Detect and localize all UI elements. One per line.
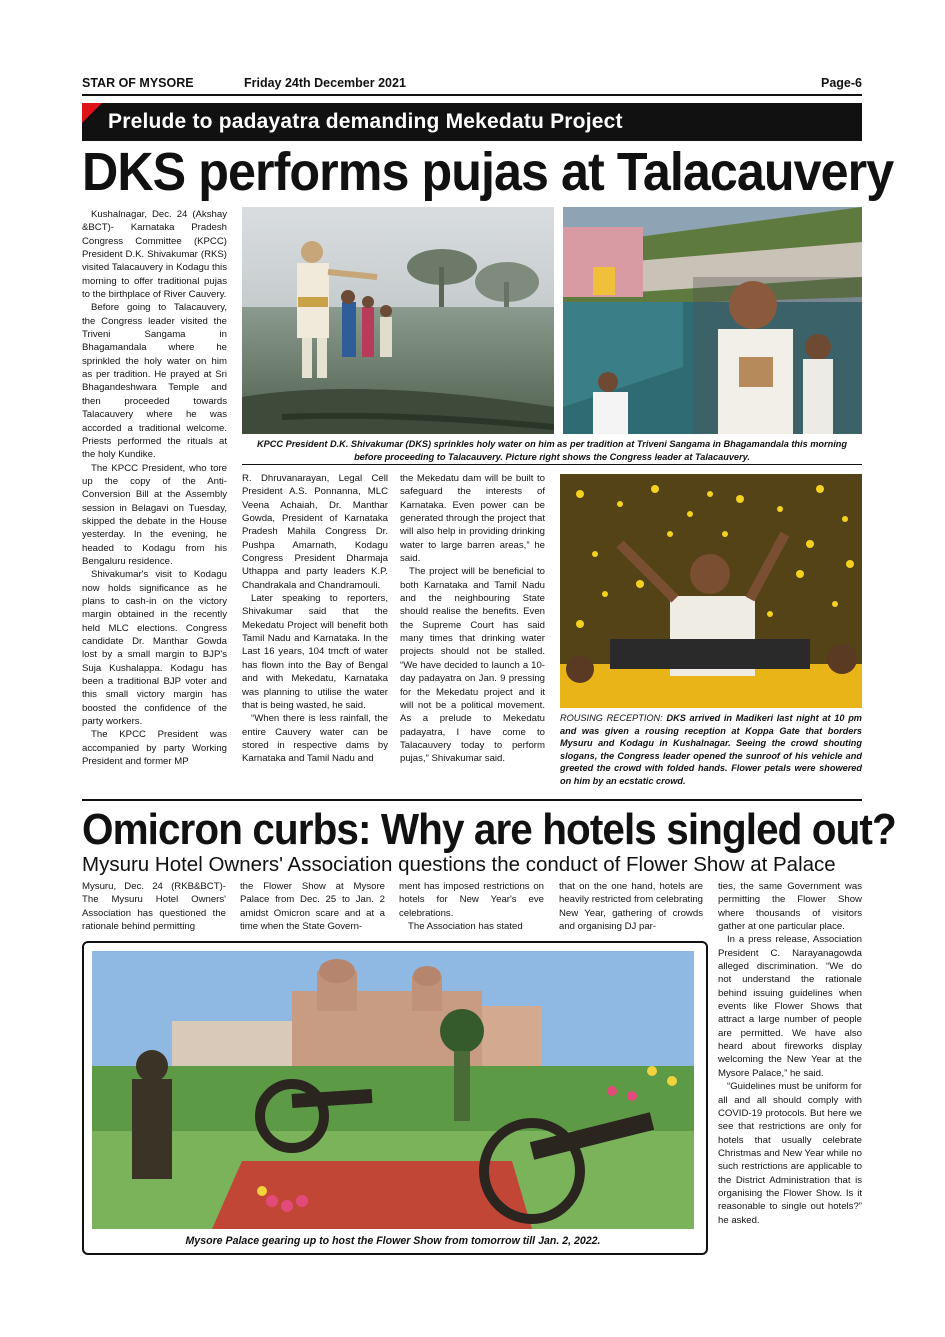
issue-date: Friday 24th December 2021: [244, 76, 406, 90]
story1-column-2: [242, 472, 388, 766]
story1-col1-para: Shivakumar's visit to Kodagu now holds significance as he plans to cash-in on the victory margin obtained in the recently held MLC elections. Congress candidate Dr. Manthar Gowda lost by a small margin to BJP's Suja Kushalappa. Kodagu has been a traditional BJP voter and this small victory margin has boosted the confidence of the party workers.: [82, 569, 227, 728]
photo-talacauvery-image: [563, 207, 862, 434]
red-corner-icon: [82, 103, 102, 123]
story1-column-3: [400, 472, 545, 766]
photo-mysore-palace: [92, 951, 694, 1229]
palace-photo-caption: Mysore Palace gearing up to host the Flower Show from tomorrow till Jan. 2, 2022.: [185, 1235, 601, 1247]
photo-mysore-palace-image: [92, 951, 694, 1229]
story2-col3-para: ment has imposed restrictions on hotels for New Year's eve celebrations.: [399, 881, 544, 919]
masthead: [82, 76, 862, 92]
caption-body: DKS arrived in Madikeri last night at 10 pm and was given a rousing reception at Koppa Gate that borders Mysuru and Kodagu in Kushalnagar. Seeing the crowd shouting slogans, the Congress leader opened the sunroof of his vehicle and greeted the crowd with folded hands. Flower petals were showered on him by an ecstatic crowd.: [560, 713, 862, 786]
photo-rousing-reception-image: [560, 474, 862, 708]
story2-col4-para: that on the one hand, hotels are heavily restricted from celebrating New Year, gathering of crowds and organising DJ par-: [559, 881, 703, 933]
photo-talacauvery: [563, 207, 862, 434]
story2-headline: Omicron curbs: Why are hotels singled out?: [82, 805, 896, 854]
story2-col1-para: Mysuru, Dec. 24 (RKB&BCT)- The Mysuru Hotel Owners' Association has questioned the rationale behind permitting: [82, 881, 226, 933]
story1-reception-caption: [560, 712, 862, 787]
story1-col1-para: The KPCC President, who tore up the copy of the Anti-Conversion Bill at the Assembly session in Belagavi on Tuesday, skipped the debate in the House yesterday. In the evening, he headed to Kodagu from his Bengaluru residence.: [82, 462, 227, 567]
story-divider: [82, 799, 862, 801]
story1-col2-para: Later speaking to reporters, Shivakumar said that the Mekedatu Project will benefit both Tamil Nadu and Karnataka. In the Last 16 years, 104 tmcft of water has flown into the Bay of Bengal and with Mekedatu, Karnataka was planning to utilise the water that is being wasted, he said.: [242, 593, 388, 711]
story1-col1-para: Kushalnagar, Dec. 24 (Akshay &BCT)- Karnataka Pradesh Congress Committee (KPCC) President D.K. Shivakumar (RKS) visited Talacauvery in Kodagu this morning to offer traditional pujas to the birthplace of River Cauvery.: [82, 209, 227, 301]
story1-headline: DKS performs pujas at Talacauvery: [82, 142, 894, 202]
story1-col3-para: The project will be beneficial to both Karnataka and Tamil Nadu and the neighbouring State should realise the benefits. Even the Supreme Court has said many times that drinking water projects should not be stalled. “We have decided to launch a 10-day padayatra on Jan. 9 pressing for the Mekedatu project and it will not be a political movement. As a prelude to Mekedatu padayatra, I have come to Talacauvery today to perform pujas,” Shivakumar said.: [400, 566, 545, 765]
caption-lead: ROUSING RECEPTION:: [560, 713, 663, 723]
story2-subheadline: Mysuru Hotel Owners' Association questions the conduct of Flower Show at Palace: [82, 853, 836, 876]
story2-column-5: [718, 880, 862, 1227]
photo-triveni-sangama-image: [242, 207, 554, 434]
photo-rousing-reception: [560, 474, 862, 708]
story1-photo-caption: KPCC President D.K. Shivakumar (DKS) sprinkles holy water on him as per tradition at Triveni Sangama in Bhagamandala this morning before proceeding to Talacauvery. Picture right shows the Congress leader at Talacauvery.: [256, 439, 847, 462]
story1-col2-para: “When there is less rainfall, the entire Cauvery water can be stored in respective dams by Karnataka and Tamil Nadu and: [242, 713, 388, 765]
story2-col5-para: In a press release, Association President C. Narayanagowda alleged discrimination. “We do not understand the rationale behind issuing guidelines when events like Flower Shows that attract a large number of people are permitted. We have also heard about fireworks display welcoming the New Year at the Mysore Palace,” he said.: [718, 934, 862, 1079]
story2-col2-para: the Flower Show at Mysore Palace from Dec. 25 to Jan. 2 amidst Omicron scare and at a time when the State Govern-: [240, 881, 385, 933]
story1-col3-para: the Mekedatu dam will be built to safeguard the interests of Karnataka. Even power can be generated through the project that will also help in providing drinking water to large barren areas,” he said.: [400, 473, 545, 565]
story2-col5-para: “Guidelines must be uniform for all and all should comply with COVID-19 protocols. But here we see that restrictions are only for hotels that usually celebrate Christmas and New Year while no such restrictions are applicable to the District Administration that is organising the Flower Show. Is it reasonable to single out hotels?” he asked.: [718, 1081, 862, 1226]
photo-triveni-sangama: [242, 207, 554, 434]
story1-kicker: Prelude to padayatra demanding Mekedatu Project: [108, 110, 623, 133]
story2-col5-para: ties, the same Government was permitting the Flower Show where thousands of visitors gather at one particular place.: [718, 881, 862, 933]
story1-column-1: [82, 208, 227, 768]
story2-column-4: [559, 880, 703, 933]
story1-col1-para: The KPCC President was accompanied by party Working President and former MP: [82, 729, 227, 768]
story1-col2-para: R. Dhruvanarayan, Legal Cell President A.S. Ponnanna, MLC Veena Achaiah, Dr. Manthar Gowda, President of Karnataka Pradesh Mahila Congress Dr. Pushpa Amarnath, Kodagu Congress President Dharmaja Uthappa and party leaders K.P. Chandrakala and Chandramouli.: [242, 473, 388, 591]
story1-col1-para: Before going to Talacauvery, the Congress leader visited the Triveni Sangama in Bhagamandala where he sprinkled the holy water on him as per tradition. He prayed at Sri Bhagandeshwara Temple and then proceeded towards Talacauvery where he was accorded a traditional welcome. Priests performed the rituals at the holy Kundike.: [82, 302, 227, 461]
page-number: Page-6: [821, 76, 862, 90]
story1-kicker-bar: [82, 103, 862, 141]
caption-rule: [242, 464, 862, 465]
story2-col3-para: The Association has stated: [408, 921, 523, 933]
story2-column-3: [399, 880, 544, 933]
masthead-rule: [82, 94, 862, 96]
publication-name: STAR OF MYSORE: [82, 76, 194, 90]
story2-column-1: [82, 880, 226, 933]
story2-column-2: [240, 880, 385, 933]
